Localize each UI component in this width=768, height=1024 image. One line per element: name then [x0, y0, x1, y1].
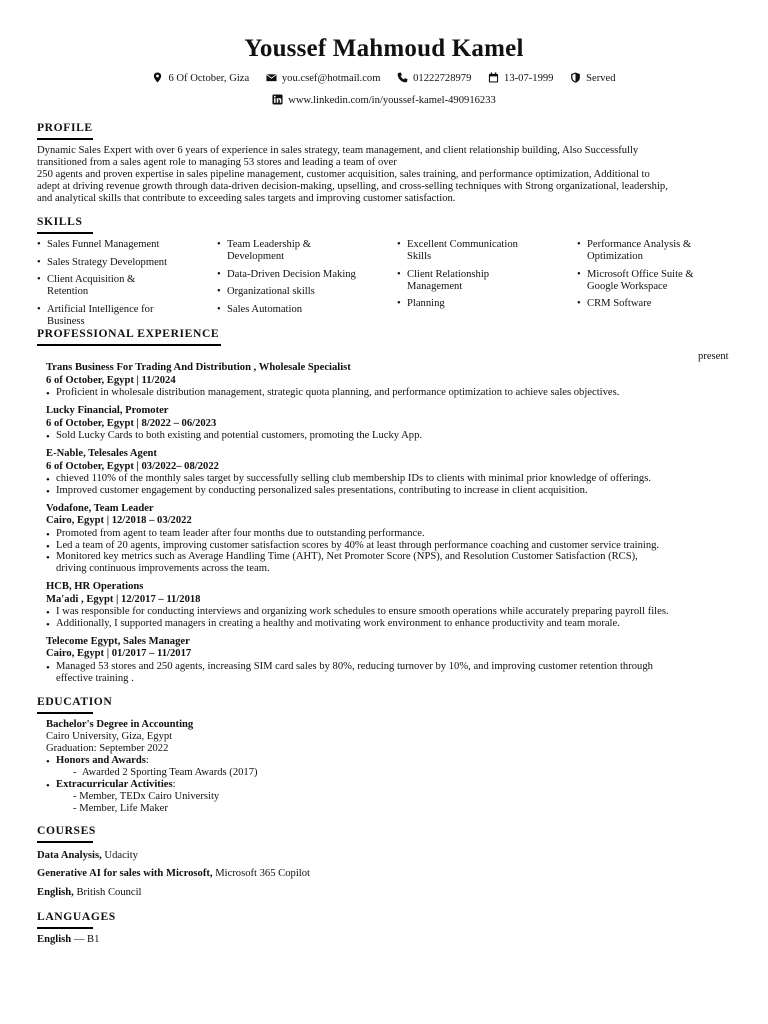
- skills-column: [577, 239, 717, 316]
- phone-icon: [397, 72, 408, 83]
- email-text[interactable]: you.csef@hotmail.com: [281, 73, 381, 84]
- job-bullet-continuation: driving continuous improvements across the team.: [56, 563, 270, 574]
- map-pin-icon: [152, 72, 163, 83]
- extracurricular-heading: • Extracurricular Activities:: [46, 779, 176, 791]
- location-item: [152, 72, 249, 86]
- job-title: Lucky Financial, Promoter: [46, 405, 169, 416]
- job-bullet: • Additionally, I supported managers in creating a healthy and motivating work environment to enhance productivity and team morale.: [46, 618, 620, 630]
- degree-title: Bachelor's Degree in Accounting: [46, 719, 194, 730]
- skill-item: • Artificial Intelligence for Business: [37, 304, 172, 328]
- course-item: [37, 887, 142, 899]
- language-level: — B1: [73, 934, 100, 945]
- job-bullet-continuation: effective training .: [56, 673, 134, 684]
- skill-item: • Sales Automation: [217, 304, 357, 316]
- profile-line: adept at driving revenue growth through data-driven decision-making, upselling, and cross-selling techniques with Strong organizational, leadership,: [37, 181, 668, 192]
- job-title: Vodafone, Team Leader: [46, 503, 154, 514]
- skill-item: • Microsoft Office Suite & Google Workspace: [577, 269, 722, 293]
- shield-icon: [570, 72, 581, 83]
- section-title-experience: PROFESSIONAL EXPERIENCE: [37, 327, 220, 340]
- section-divider: [37, 138, 93, 140]
- location-text: 6 Of October, Giza: [168, 73, 250, 84]
- section-title-profile: PROFILE: [37, 121, 93, 134]
- section-title-education: EDUCATION: [37, 695, 113, 708]
- profile-line: transitioned from a sales agent role to managing 53 stores and leading a team of over: [37, 157, 397, 168]
- honors-label: Honors and Awards: [56, 755, 146, 766]
- skills-column: [397, 239, 537, 316]
- military-status-item: [570, 72, 615, 86]
- skills-column: [217, 239, 357, 321]
- envelope-icon: [266, 72, 277, 83]
- military-status-text: Served: [586, 73, 616, 84]
- job-meta: Ma'adi , Egypt | 12/2017 – 11/2018: [46, 594, 201, 605]
- language-name: English: [37, 934, 72, 945]
- skill-item: • Data-Driven Decision Making: [217, 269, 357, 281]
- birthdate-item: [488, 72, 553, 86]
- birthdate-text: 13-07-1999: [504, 73, 554, 84]
- section-title-skills: SKILLS: [37, 215, 83, 228]
- profile-line: and analytical skills that contribute to exceeding sales targets and improving customer satisfaction.: [37, 193, 456, 204]
- job-bullet: • chieved 110% of the monthly sales target by successfully selling club membership IDs to clients with minimal prior knowledge of offerings.: [46, 473, 651, 485]
- job-title: Telecome Egypt, Sales Manager: [46, 636, 190, 647]
- course-provider: Microsoft 365 Copilot: [215, 868, 310, 879]
- contact-info: [0, 72, 768, 86]
- phone-text[interactable]: 01222728979: [413, 73, 472, 84]
- course-item: [37, 850, 138, 862]
- profile-line: 250 agents and proven expertise in sales pipeline management, customer acquisition, sales training, and performance optimization, Additional to: [37, 169, 650, 180]
- job-bullet: • Sold Lucky Cards to both existing and potential customers, promoting the Lucky App.: [46, 430, 422, 442]
- extracurricular-item: - Member, Life Maker: [73, 803, 168, 814]
- extracurricular-label: Extracurricular Activities: [56, 779, 173, 790]
- contact-info-secondary: [0, 94, 768, 108]
- job-meta: Cairo, Egypt | 12/2018 – 03/2022: [46, 515, 192, 526]
- skill-item: • Sales Strategy Development: [37, 257, 177, 269]
- extracurricular-item: - Member, TEDx Cairo University: [73, 791, 220, 802]
- course-name: Generative AI for sales with Microsoft,: [37, 868, 213, 879]
- skill-item: • Organizational skills: [217, 286, 357, 298]
- job-meta: 6 of October, Egypt | 03/2022– 08/2022: [46, 461, 219, 472]
- job-bullet: • Monitored key metrics such as Average Handling Time (AHT), Net Promoter Score (NPS), and Resolution Customer Satisfaction (RCS),: [46, 551, 638, 563]
- phone-item[interactable]: [397, 72, 471, 86]
- section-divider: [37, 344, 221, 346]
- skill-item: • CRM Software: [577, 298, 717, 310]
- extracurricular-item-text: Member, TEDx Cairo University: [79, 791, 220, 802]
- job-meta: 6 of October, Egypt | 8/2022 – 06/2023: [46, 418, 217, 429]
- course-item: [37, 868, 310, 880]
- graduation-date: Graduation: September 2022: [46, 743, 169, 754]
- job-bullet: • Promoted from agent to team leader after four months due to outstanding performance.: [46, 528, 425, 540]
- school-name: Cairo University, Giza, Egypt: [46, 731, 173, 742]
- skill-item: • Performance Analysis & Optimization: [577, 239, 712, 263]
- skill-item: • Team Leadership & Development: [217, 239, 337, 263]
- skill-item: • Client Acquisition & Retention: [37, 274, 177, 298]
- course-provider: Udacity: [104, 850, 138, 861]
- job-title: Trans Business For Trading And Distribution , Wholesale Specialist: [46, 362, 351, 373]
- section-title-courses: COURSES: [37, 824, 96, 837]
- job-bullet: • Proficient in wholesale distribution management, strategic quota planning, and performance optimization to achieve sales objectives.: [46, 387, 619, 399]
- profile-summary: [37, 145, 737, 205]
- skill-item: • Excellent Communication Skills: [397, 239, 542, 263]
- section-divider: [37, 712, 93, 714]
- section-divider: [37, 232, 93, 234]
- extracurricular-item-text: Member, Life Maker: [79, 803, 168, 814]
- honors-heading: • Honors and Awards:: [46, 755, 149, 767]
- honors-item: - Awarded 2 Sporting Team Awards (2017): [73, 767, 258, 778]
- skill-item: • Planning: [397, 298, 537, 310]
- job-bullet: • Led a team of 20 agents, improving customer satisfaction scores by 40% at least through performance coaching and customer service training.: [46, 540, 659, 552]
- job-bullet: • Managed 53 stores and 250 agents, increasing SIM card sales by 80%, reducing turnover by 10%, and improving customer retention through: [46, 661, 653, 673]
- course-name: Data Analysis,: [37, 850, 102, 861]
- linkedin-url[interactable]: www.linkedin.com/in/youssef-kamel-490916233: [288, 95, 496, 106]
- calendar-icon: [488, 72, 499, 83]
- linkedin-item[interactable]: [272, 94, 496, 108]
- language-item: [37, 934, 99, 946]
- email-item[interactable]: [266, 72, 381, 86]
- job-bullet: • Improved customer engagement by conducting personalized sales presentations, contributing to increase in client acquisition.: [46, 485, 588, 497]
- present-label: present: [698, 351, 729, 362]
- skill-item: • Client Relationship Management: [397, 269, 517, 293]
- job-meta: Cairo, Egypt | 01/2017 – 11/2017: [46, 648, 192, 659]
- job-title: E-Nable, Telesales Agent: [46, 448, 157, 459]
- section-divider: [37, 841, 93, 843]
- skill-item: • Sales Funnel Management: [37, 239, 177, 251]
- skills-column: [37, 239, 177, 333]
- course-name: English,: [37, 887, 74, 898]
- section-divider: [37, 927, 93, 929]
- job-title: HCB, HR Operations: [46, 581, 144, 592]
- section-title-languages: LANGUAGES: [37, 910, 116, 923]
- job-bullet: • I was responsible for conducting interviews and organizing work schedules to ensure smooth operations while accurately preparing payroll files.: [46, 606, 669, 618]
- linkedin-icon: [272, 94, 283, 105]
- job-meta: 6 of October, Egypt | 11/2024: [46, 375, 176, 386]
- candidate-name: Youssef Mahmoud Kamel: [244, 35, 524, 62]
- profile-line: Dynamic Sales Expert with over 6 years of experience in sales strategy, team management, and client relationship building, Also Successfully: [37, 145, 639, 156]
- course-provider: British Council: [76, 887, 142, 898]
- honors-item-text: Awarded 2 Sporting Team Awards (2017): [81, 767, 258, 778]
